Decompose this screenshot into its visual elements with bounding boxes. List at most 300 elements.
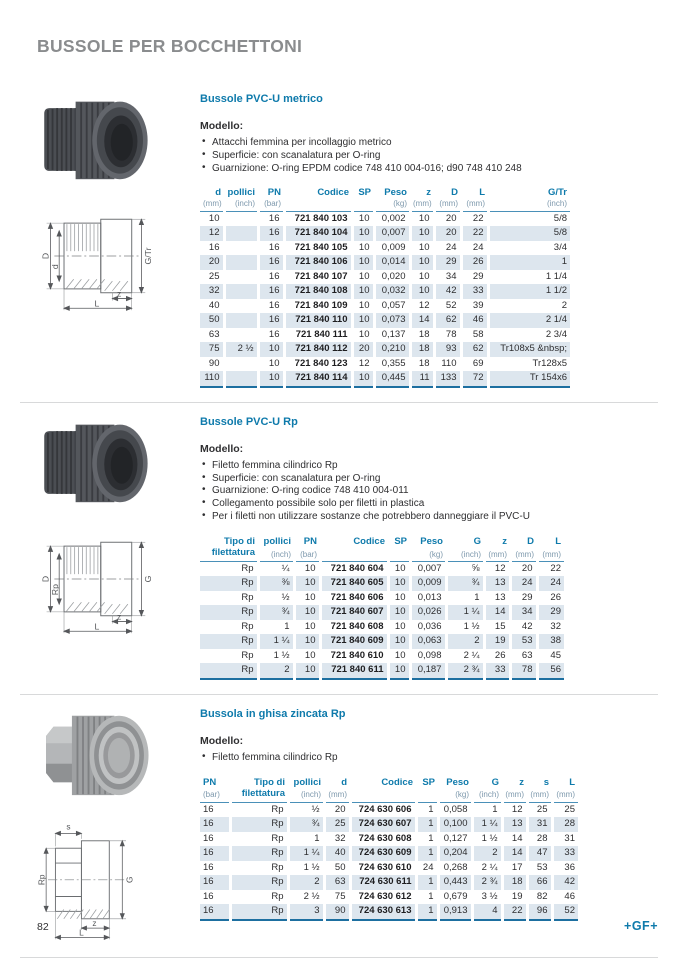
column-header: Tipo di — [224, 535, 255, 547]
table-row — [200, 846, 578, 861]
table-cell: 96 — [527, 904, 552, 920]
column-unit: (mm) — [537, 548, 564, 561]
table-cell: 4 — [472, 904, 502, 920]
column-unit: (mm) — [461, 199, 488, 211]
table-cell: Rp — [241, 620, 254, 632]
dimension-label: d — [50, 264, 61, 270]
table-cell: 17 — [502, 861, 527, 876]
table-cell: 12 — [410, 299, 434, 314]
column-unit: (mm) — [510, 548, 537, 561]
table-cell: ⅝ — [446, 561, 484, 576]
table-cell: 14 — [484, 605, 510, 620]
table-cell: 10 — [410, 226, 434, 241]
table-cell — [224, 241, 258, 256]
table-cell: 1 — [416, 846, 438, 861]
table-cell: 10 — [352, 241, 374, 256]
table-row — [200, 561, 564, 576]
column-header: D — [527, 535, 534, 547]
table-cell: 47 — [527, 846, 552, 861]
table-cell: 721 840 604 — [320, 561, 388, 576]
table-cell: 46 — [461, 313, 488, 328]
table-cell: 39 — [461, 299, 488, 314]
column-unit: (mm) — [484, 548, 510, 561]
table-cell: 16 — [258, 313, 284, 328]
table-cell: Rp — [230, 890, 288, 905]
table-cell: 721 840 108 — [284, 284, 352, 299]
column-unit: filettatura — [230, 789, 288, 802]
table-cell: 10 — [294, 561, 320, 576]
table-cell: 10 — [388, 576, 410, 591]
table-cell: 2 ¼ — [446, 649, 484, 664]
model-label: Modello: — [200, 442, 244, 455]
model-bullets — [200, 137, 658, 175]
table-cell: 721 840 104 — [284, 226, 352, 241]
column-header: G — [491, 776, 499, 788]
table-cell: 0,057 — [374, 299, 410, 314]
table-cell: 29 — [434, 255, 461, 270]
table-cell: 1 — [288, 832, 324, 847]
table-cell: 2 ½ — [288, 890, 324, 905]
table-cell: 32 — [324, 832, 350, 847]
table-cell: Tr108x5 &nbsp; — [488, 342, 570, 357]
column-header: Peso — [446, 776, 469, 788]
table-cell: 10 — [352, 226, 374, 241]
table-row — [200, 591, 564, 606]
table-cell: Rp — [230, 846, 288, 861]
table-cell: 10 — [208, 212, 220, 224]
table-cell: 18 — [410, 357, 434, 372]
table-cell: 133 — [434, 371, 461, 387]
table-cell: 75 — [200, 342, 224, 357]
table-row — [200, 904, 578, 920]
dimension-label: G — [124, 876, 135, 883]
table-cell: 0,268 — [438, 861, 472, 876]
table-cell: 42 — [510, 620, 537, 635]
table-cell: 12 — [200, 226, 224, 241]
column-unit: (mm) — [552, 789, 578, 802]
table-cell: ½ — [288, 802, 324, 817]
table-cell: 28 — [552, 817, 578, 832]
table-cell: Rp — [230, 802, 288, 817]
table-cell: 1 ½ — [472, 832, 502, 847]
table-cell: 33 — [552, 846, 578, 861]
table-cell: 16 — [258, 270, 284, 285]
table-cell: 10 — [352, 211, 374, 226]
table-cell: 10 — [294, 663, 320, 679]
column-unit: (mm) — [200, 199, 224, 211]
table-cell: 24 — [434, 241, 461, 256]
table-cell: 69 — [461, 357, 488, 372]
table-cell: 721 840 123 — [284, 357, 352, 372]
table-cell: 1 ½ — [446, 620, 484, 635]
table-cell: 721 840 611 — [320, 663, 388, 679]
table-cell: 10 — [388, 620, 410, 635]
table-cell: 0,032 — [374, 284, 410, 299]
column-unit: (inch) — [258, 548, 294, 561]
table-row — [200, 342, 570, 357]
table-cell: 34 — [434, 270, 461, 285]
table-cell: 1 — [416, 817, 438, 832]
technical-drawing-pvc-metric — [35, 196, 153, 316]
column-header: L — [555, 535, 561, 547]
table-cell: 1 — [258, 620, 294, 635]
table-cell: 20 — [200, 255, 224, 270]
table-cell: 20 — [434, 211, 461, 226]
table-cell: 78 — [510, 663, 537, 679]
table-cell: 63 — [324, 875, 350, 890]
table-cell: 10 — [258, 342, 284, 357]
table-cell: 724 630 610 — [350, 861, 416, 876]
table-cell — [224, 299, 258, 314]
table-cell: 1 1/2 — [488, 284, 570, 299]
table-cell: 29 — [461, 270, 488, 285]
table-cell: 0,204 — [438, 846, 472, 861]
section-2-images — [20, 416, 180, 680]
table-cell: 78 — [434, 328, 461, 343]
table-cell: 0,007 — [410, 561, 446, 576]
table-cell: 1 — [416, 904, 438, 920]
table-cell: 38 — [537, 634, 564, 649]
table-cell: 0,007 — [374, 226, 410, 241]
table-cell: 16 — [258, 284, 284, 299]
table-cell: 26 — [461, 255, 488, 270]
table-cell: 29 — [537, 605, 564, 620]
table-cell: 18 — [410, 342, 434, 357]
table-cell: 1 — [416, 875, 438, 890]
table-cell: 19 — [484, 634, 510, 649]
page-footer — [20, 919, 658, 933]
column-header: Tipo di — [254, 776, 285, 788]
table-cell: 50 — [200, 313, 224, 328]
table-cell: 20 — [510, 561, 537, 576]
table-cell — [224, 226, 258, 241]
table-cell: 2 — [446, 634, 484, 649]
column-unit: (bar) — [258, 199, 284, 211]
bullet-item: • Superficie: con scanalatura per O-ring — [200, 473, 658, 486]
product-photo-pvc-bush — [35, 416, 155, 509]
table-cell: 0,073 — [374, 313, 410, 328]
section-1-content — [180, 93, 658, 388]
table-cell: 16 — [258, 226, 284, 241]
dimension-label: D — [40, 575, 51, 583]
table-cell: 18 — [410, 328, 434, 343]
column-header: PN — [267, 187, 281, 199]
column-header: Codice — [381, 776, 413, 788]
bullet-item: • Superficie: con scanalatura per O-ring — [200, 150, 658, 163]
table-cell: 90 — [324, 904, 350, 920]
table-cell: 16 — [203, 803, 214, 815]
table-cell: 10 — [294, 605, 320, 620]
table-cell: 25 — [324, 817, 350, 832]
table-row — [200, 270, 570, 285]
column-unit: (mm) — [502, 789, 527, 802]
column-header: pollici — [227, 187, 255, 199]
table-cell: Rp — [230, 875, 288, 890]
column-unit: (bar) — [200, 789, 230, 802]
column-unit: (mm) — [410, 199, 434, 211]
bullet-item: • Collegamento possibile solo per filetti in plastica — [200, 498, 658, 511]
column-header: Codice — [353, 535, 385, 547]
table-cell: 72 — [461, 371, 488, 387]
table-cell: 1 — [472, 802, 502, 817]
section-title: Bussola in ghisa zincata Rp — [200, 707, 346, 720]
column-header: d — [341, 776, 347, 788]
product-photo-metal-bush — [35, 708, 155, 801]
table-cell: 20 — [352, 342, 374, 357]
table-cell: 16 — [200, 817, 230, 832]
table-cell: 75 — [324, 890, 350, 905]
table-cell: 2 ½ — [224, 342, 258, 357]
table-cell — [224, 270, 258, 285]
table-cell: 3/4 — [488, 241, 570, 256]
table-row — [200, 620, 564, 635]
dimension-label: Rp — [50, 583, 61, 596]
table-cell: 110 — [200, 371, 224, 387]
table-cell: 52 — [552, 904, 578, 920]
table-cell: 26 — [484, 649, 510, 664]
table-cell: 0,026 — [410, 605, 446, 620]
table-cell: 66 — [527, 875, 552, 890]
table-cell: 1 ¼ — [288, 846, 324, 861]
table-cell — [224, 284, 258, 299]
table-cell: 25 — [552, 802, 578, 817]
table-cell: 2 ¾ — [472, 875, 502, 890]
table-cell: 93 — [434, 342, 461, 357]
column-unit — [388, 548, 410, 561]
table-row — [200, 861, 578, 876]
table-cell: 0,009 — [410, 576, 446, 591]
column-header: PN — [303, 535, 317, 547]
table-cell: 10 — [352, 284, 374, 299]
column-header: SP — [394, 535, 407, 547]
table-row — [200, 634, 564, 649]
table-cell: 19 — [502, 890, 527, 905]
table-cell: 0,913 — [438, 904, 472, 920]
column-unit — [352, 199, 374, 211]
gf-logo: +GF+ — [624, 919, 658, 933]
table-cell: 14 — [410, 313, 434, 328]
column-header: Codice — [317, 187, 349, 199]
column-unit: (inch) — [288, 789, 324, 802]
table-row — [200, 328, 570, 343]
column-unit — [416, 789, 438, 802]
bullet-item: • Guarnizione: O-ring codice 748 410 004-011 — [200, 485, 658, 498]
table-cell: 42 — [434, 284, 461, 299]
table-cell: 10 — [352, 371, 374, 387]
page-title: BUSSOLE PER BOCCHETTONI — [37, 36, 303, 56]
table-cell: 10 — [294, 576, 320, 591]
table-cell: 1 — [446, 591, 484, 606]
table-cell: Rp — [230, 861, 288, 876]
table-cell: 721 840 112 — [284, 342, 352, 357]
table-cell — [224, 371, 258, 387]
table-cell: 2 ¾ — [446, 663, 484, 679]
table-row — [200, 649, 564, 664]
table-cell: 0,100 — [438, 817, 472, 832]
table-cell: 63 — [510, 649, 537, 664]
table-cell: Rp — [200, 634, 258, 649]
table-cell: 0,098 — [410, 649, 446, 664]
bullet-item: • Attacchi femmina per incollaggio metrico — [200, 137, 658, 150]
table-cell: 721 840 610 — [320, 649, 388, 664]
table-cell: 46 — [552, 890, 578, 905]
table-cell: Rp — [200, 663, 258, 679]
table-cell: 721 840 607 — [320, 605, 388, 620]
section-divider — [20, 402, 658, 403]
table-cell: 10 — [294, 620, 320, 635]
model-bullets — [200, 460, 658, 524]
model-label: Modello: — [200, 120, 244, 132]
table-row — [200, 371, 570, 387]
column-unit: (mm) — [324, 789, 350, 802]
table-cell: 10 — [410, 241, 434, 256]
table-cell: 12 — [352, 357, 374, 372]
table-cell: 10 — [388, 649, 410, 664]
table-cell: 1 ¼ — [258, 634, 294, 649]
table-cell: 42 — [552, 875, 578, 890]
column-header: pollici — [293, 776, 321, 788]
table-cell: 0,443 — [438, 875, 472, 890]
table-cell: 90 — [208, 357, 220, 369]
table-row — [200, 802, 578, 817]
section-1-images — [20, 93, 180, 388]
dimension-label: z — [116, 288, 122, 299]
table-cell: 724 630 612 — [350, 890, 416, 905]
column-header: D — [451, 187, 458, 199]
product-table-pvc-rp — [200, 537, 564, 680]
table-cell — [224, 211, 258, 226]
table-cell: 18 — [502, 875, 527, 890]
table-cell: 10 — [352, 270, 374, 285]
table-cell: 10 — [388, 605, 410, 620]
table-cell: Rp — [241, 591, 254, 603]
table-cell: 56 — [537, 663, 564, 679]
table-cell: 82 — [527, 890, 552, 905]
table-cell: 10 — [294, 649, 320, 664]
table-cell: Tr128x5 — [488, 357, 570, 372]
table-cell: 22 — [461, 226, 488, 241]
product-table-pvc-metric — [200, 188, 570, 387]
table-cell: 13 — [502, 817, 527, 832]
table-cell: 721 840 605 — [320, 576, 388, 591]
column-unit: (inch) — [472, 789, 502, 802]
table-cell: 0,020 — [374, 270, 410, 285]
table-cell: 14 — [502, 832, 527, 847]
table-cell: 11 — [410, 371, 434, 387]
table-row — [200, 576, 564, 591]
table-cell: 1 — [416, 890, 438, 905]
table-cell: 33 — [461, 284, 488, 299]
column-unit — [284, 199, 352, 211]
table-cell: ¾ — [258, 605, 294, 620]
column-unit — [320, 548, 388, 561]
dimension-label: Rp — [36, 874, 47, 886]
bullet-item: • Guarnizione: O-ring EPDM codice 748 410 004-016; d90 748 410 248 — [200, 163, 658, 176]
column-unit: filettatura — [200, 548, 258, 561]
table-cell: 1 ½ — [258, 649, 294, 664]
dimension-label: z — [92, 918, 97, 929]
table-row — [200, 605, 564, 620]
table-row — [200, 284, 570, 299]
table-cell: 721 840 110 — [284, 313, 352, 328]
table-cell: 53 — [510, 634, 537, 649]
table-cell: 2 1/4 — [488, 313, 570, 328]
table-cell: 0,036 — [410, 620, 446, 635]
table-cell: 2 ¼ — [472, 861, 502, 876]
table-cell: 15 — [484, 620, 510, 635]
table-cell: 12 — [484, 561, 510, 576]
table-cell: 3 ½ — [472, 890, 502, 905]
table-cell: 31 — [527, 817, 552, 832]
table-cell: 10 — [410, 270, 434, 285]
table-cell: 34 — [510, 605, 537, 620]
table-cell: 10 — [388, 561, 410, 576]
table-cell: 2 — [488, 299, 570, 314]
table-cell: 13 — [484, 576, 510, 591]
table-cell: 0,013 — [410, 591, 446, 606]
dimension-label: L — [94, 621, 100, 632]
table-cell: 721 840 608 — [320, 620, 388, 635]
table-cell: 0,002 — [374, 211, 410, 226]
table-cell: 16 — [258, 328, 284, 343]
table-cell: 0,014 — [374, 255, 410, 270]
table-cell: Tr 154x6 — [488, 371, 570, 387]
table-cell: 1 ¼ — [446, 605, 484, 620]
table-cell: 31 — [552, 832, 578, 847]
column-unit — [350, 789, 416, 802]
column-unit: (inch) — [446, 548, 484, 561]
column-header: s — [543, 776, 549, 788]
column-unit: (kg) — [374, 199, 410, 211]
table-cell: 10 — [410, 255, 434, 270]
table-cell: 0,210 — [374, 342, 410, 357]
table-cell: 10 — [294, 591, 320, 606]
table-cell: 1 1/4 — [488, 270, 570, 285]
table-cell: 45 — [537, 649, 564, 664]
table-cell: 5/8 — [488, 226, 570, 241]
table-cell: 10 — [352, 313, 374, 328]
table-cell: 16 — [200, 904, 230, 920]
table-cell: 724 630 609 — [350, 846, 416, 861]
column-header: G/Tr — [547, 187, 567, 199]
product-photo-pvc-bush — [35, 93, 155, 186]
table-cell: 10 — [388, 634, 410, 649]
table-cell: ½ — [258, 591, 294, 606]
section-2-content — [180, 416, 658, 680]
table-cell: 0,679 — [438, 890, 472, 905]
column-header: Peso — [384, 187, 407, 199]
table-cell — [224, 255, 258, 270]
column-header: SP — [422, 776, 435, 788]
table-cell: 1 ½ — [288, 861, 324, 876]
column-header: d — [215, 187, 221, 199]
table-cell: 63 — [208, 328, 220, 340]
table-cell: 50 — [324, 861, 350, 876]
table-cell: 724 630 613 — [350, 904, 416, 920]
table-cell: 20 — [324, 802, 350, 817]
table-cell: 10 — [410, 211, 434, 226]
column-header: L — [569, 776, 575, 788]
table-cell: 16 — [258, 299, 284, 314]
table-cell: Rp — [200, 576, 258, 591]
product-table-ghisa — [200, 778, 578, 921]
table-row — [200, 226, 570, 241]
table-cell: 721 840 606 — [320, 591, 388, 606]
table-cell: 724 630 607 — [350, 817, 416, 832]
section-title: Bussole PVC-U metrico — [200, 93, 323, 105]
table-cell: 3 — [288, 904, 324, 920]
table-cell: 12 — [502, 802, 527, 817]
